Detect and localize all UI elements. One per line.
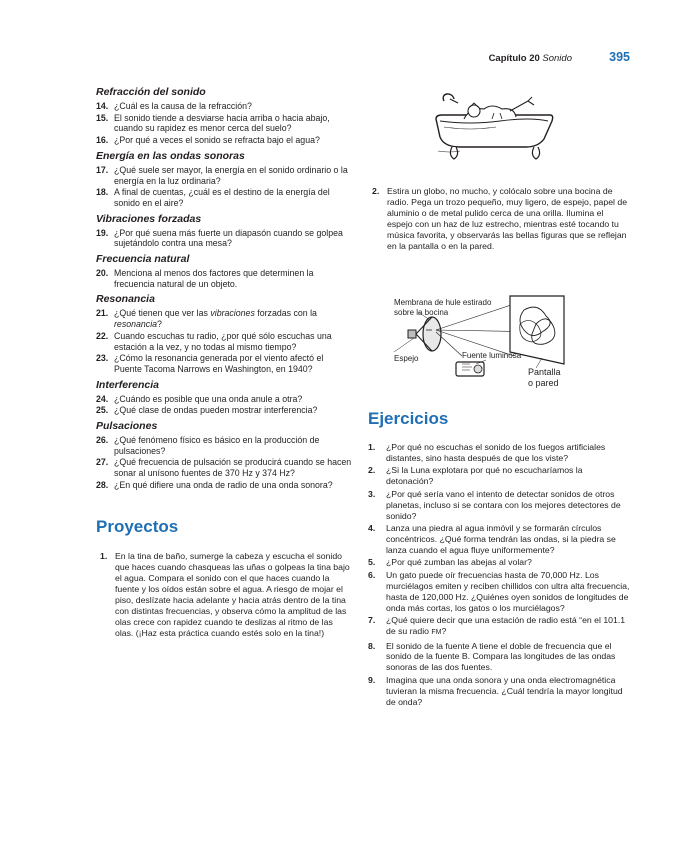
question-number: 27.: [96, 457, 109, 468]
project-item: [96, 551, 352, 639]
exercise-item: [368, 557, 630, 568]
question-item: [96, 457, 352, 478]
section-refraccion: [96, 86, 352, 146]
question-text: ¿Qué fenómeno físico es básico en la producción de pulsaciones?: [114, 435, 320, 456]
question-item: [96, 435, 352, 456]
exercise-number: 3.: [368, 488, 376, 499]
project-text: En la tina de baño, sumerge la cabeza y escucha el sonido que haces cuando chasqueas las uñas o golpeas la tina bajo el agua. Compara el sonido con el que haces cuando la fuente y los oídos están sobre el agua. A riesgo de mojar el piso, deslízate hacia adelante y hacia atrás dentro de la tina con distintas frecuencias, y observa cómo la amplitud de las olas crece con rapidez cuando te deslizas al ritmo de las olas. (¡Haz esta práctica cuando estés solo en la tina!): [115, 550, 350, 638]
question-number: 21.: [96, 308, 109, 319]
exercise-item: [368, 523, 630, 556]
chapter-title: Sonido: [542, 53, 572, 64]
exercise-text: El sonido de la fuente A tiene el doble de frecuencia que el sonido de la fuente B. Compara las longitudes de las ondas sonoras de las dos fuentes.: [386, 640, 616, 673]
left-column: [96, 86, 352, 640]
question-number: 25.: [96, 405, 109, 416]
question-number: 15.: [96, 112, 109, 123]
question-item: [96, 268, 352, 289]
exercise-number: 8.: [368, 640, 376, 651]
question-number: 18.: [96, 187, 109, 198]
question-item: [96, 331, 352, 352]
exercise-text-part: ¿Qué quiere decir que una estación de radio está “en el 101.1 de su radio: [386, 615, 626, 637]
exercise-text-part: ?: [441, 626, 447, 637]
exercise-number: 5.: [368, 557, 376, 568]
right-column-project: [368, 186, 630, 253]
question-item: [96, 405, 352, 416]
question-item: [96, 101, 352, 112]
chapter-label: Capítulo 20: [488, 53, 540, 64]
project-text: Estira un globo, no mucho, y colócalo sobre una bocina de radio. Pega un trozo pequeño, muy ligero, de espejo, papel de aluminio o de metal pulido cerca de una orilla. Ilumina el espejo con un haz de luz estrecho, mientras esté tocando tu música favorita, y observarás las bellas figuras que se reflejan en la pantalla o en la pared.: [387, 186, 628, 251]
question-text: El sonido tiende a desviarse hacia arriba o hacia abajo, cuando su rapidez es menor cerca del suelo?: [114, 112, 330, 134]
proyectos-heading: Proyectos: [96, 516, 179, 536]
section-heading: Pulsaciones: [96, 420, 158, 433]
question-text: ¿Qué clase de ondas pueden mostrar interferencia?: [114, 405, 318, 416]
section-heading: Vibraciones forzadas: [96, 212, 202, 225]
question-number: 14.: [96, 101, 109, 111]
question-item: [96, 228, 352, 249]
question-item: [96, 353, 352, 374]
exercise-text: Lanza una piedra al agua inmóvil y se formarán círculos concéntricos. ¿Qué forma tendrán las ondas, si la piedra se lanza cuando el agua fluye uniformemente?: [386, 523, 616, 555]
label-light-source: Fuente luminosa: [462, 351, 522, 360]
exercise-number: 6.: [368, 569, 376, 580]
question-text: Menciona al menos dos factores que determinen la frecuencia natural de un objeto.: [114, 268, 314, 289]
exercise-text: ¿Por qué zumban las abejas al volar?: [386, 557, 532, 568]
question-number: 28.: [96, 479, 109, 490]
exercise-item: [368, 615, 630, 639]
running-head: [480, 51, 630, 65]
emphasis-term: resonancia: [114, 319, 158, 330]
exercise-item: [368, 641, 630, 674]
question-text-part: ¿Qué tienen que ver las: [114, 308, 211, 319]
project-number: 1.: [100, 550, 108, 561]
question-text: ¿Cuándo es posible que una onda anule a otra?: [114, 393, 303, 404]
section-vibraciones: [96, 213, 352, 249]
page-number: 395: [609, 50, 630, 64]
section-heading: Energía en las ondas sonoras: [96, 149, 245, 162]
label-mirror: Espejo: [394, 354, 419, 363]
exercise-text: Un gato puede oír frecuencias hasta de 70,000 Hz. Los murciélagos emiten y reciben chillidos con ultra alta frecuencia, hasta de 120,000 Hz. ¿Quiénes oyen sonidos de longitudes de onda más cortas, los gatos o los murciélagos?: [386, 569, 630, 613]
question-item: [96, 308, 352, 329]
question-number: 22.: [96, 330, 109, 341]
project-number: 2.: [372, 186, 380, 196]
exercise-item: [368, 465, 630, 487]
exercise-number: 7.: [368, 615, 376, 626]
question-text: A final de cuentas, ¿cuál es el destino de la energía del sonido en el aire?: [114, 187, 330, 208]
section-pulsaciones: [96, 420, 352, 491]
ejercicios-heading: Ejercicios: [368, 409, 449, 428]
exercise-text: [386, 615, 625, 636]
question-text: ¿Qué suele ser mayor, la energía en el sonido ordinario o la energía en la luz ordinaria?: [114, 164, 348, 186]
question-item: [96, 135, 352, 146]
section-resonancia: [96, 293, 352, 374]
exercise-number: 1.: [368, 442, 376, 452]
question-text: [114, 308, 317, 329]
question-item: [96, 187, 352, 208]
question-number: 17.: [96, 164, 109, 175]
label-membrane-line2: sobre la bocina: [394, 308, 449, 317]
speaker-mirror-diagram: [386, 294, 580, 394]
question-text-part: forzadas con la: [254, 308, 317, 319]
label-screen-line2: o pared: [528, 378, 559, 388]
small-caps-term: FM: [431, 629, 442, 637]
section-interferencia: [96, 379, 352, 416]
question-item: [96, 394, 352, 405]
question-text: ¿Por qué a veces el sonido se refracta bajo el agua?: [114, 135, 320, 146]
question-number: 19.: [96, 227, 109, 238]
section-heading: Refracción del sonido: [96, 86, 206, 98]
label-screen: Pantalla: [528, 367, 561, 377]
exercise-text: ¿Por qué sería vano el intento de detectar sonidos de otros planetas, incluso si se contara con los mejores detectores de sonido?: [386, 488, 621, 521]
question-number: 16.: [96, 135, 109, 146]
bathtub-illustration: [430, 89, 558, 167]
exercise-item: [368, 675, 630, 708]
question-number: 26.: [96, 435, 109, 446]
exercise-text: ¿Si la Luna explotara por qué no escucharíamos la detonación?: [386, 465, 583, 487]
label-membrane: Membrana de hule estirado: [394, 298, 492, 307]
exercise-text: ¿Por qué no escuchas el sonido de los fuegos artificiales distantes, sino hasta después de que los viste?: [386, 442, 606, 463]
section-heading: Frecuencia natural: [96, 253, 190, 266]
question-item: [96, 113, 352, 134]
question-number: 23.: [96, 353, 109, 364]
question-text: Cuando escuchas tu radio, ¿por qué sólo escuchas una estación a la vez, y no todas al mismo tiempo?: [114, 330, 332, 352]
section-energia: [96, 150, 352, 209]
question-text: ¿Qué frecuencia de pulsación se producirá cuando se hacen sonar al unísono fuentes de 370 Hz y 374 Hz?: [114, 457, 352, 479]
question-text: ¿Cómo la resonancia generada por el viento afectó el Puente Tacoma Narrows en Washington, en 1940?: [114, 353, 324, 374]
section-frecuencia: [96, 253, 352, 289]
emphasis-term: vibraciones: [210, 308, 255, 319]
exercise-item: [368, 489, 630, 522]
exercise-item: [368, 442, 630, 464]
section-heading: Interferencia: [96, 378, 160, 391]
project-item: [368, 186, 630, 252]
question-number: 24.: [96, 393, 109, 404]
question-text: ¿Por qué suena más fuerte un diapasón cuando se golpea sujetándolo contra una mesa?: [114, 227, 343, 249]
question-text: ¿Cuál es la causa de la refracción?: [114, 101, 252, 111]
exercise-number: 2.: [368, 465, 376, 476]
question-item: [96, 165, 352, 186]
question-item: [96, 480, 352, 491]
question-text-part: ?: [157, 319, 162, 330]
chapter-reference: [489, 53, 572, 64]
exercise-item: [368, 570, 630, 614]
exercise-number: 4.: [368, 523, 376, 534]
question-text: ¿En qué difiere una onda de radio de una onda sonora?: [114, 479, 333, 490]
exercise-text: Imagina que una onda sonora y una onda electromagnética tuvieran la misma frecuencia. ¿Cuál tendría la mayor longitud de onda?: [386, 674, 623, 707]
section-heading: Resonancia: [96, 293, 155, 306]
question-number: 20.: [96, 268, 109, 279]
ejercicios-list: [368, 442, 630, 709]
exercise-number: 9.: [368, 674, 376, 685]
